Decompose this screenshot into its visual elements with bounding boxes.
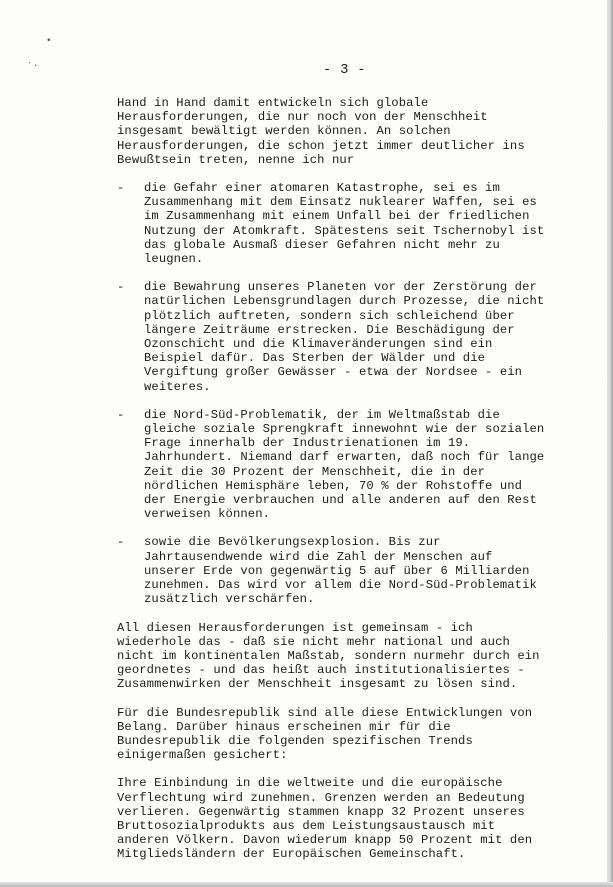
list-item [117, 408, 557, 522]
list-item [117, 535, 557, 606]
scan-speck: · [33, 61, 39, 71]
bullet-dash: - [117, 280, 125, 295]
integration-paragraph: Ihre Einbindung in die weltweite und die europäische Verflechtung wird zunehmen. Grenzen werden an Bedeutung verlieren. Gegenwärtig stammen knapp 32 Prozent unseres Bruttosozialprodukts aus dem Leistungsaustausch mit anderen Völkern. Davon wiederum knapp 50 Prozent mit den Mitgliedsländern der Europäischen Gemeinschaft. [117, 776, 533, 862]
challenge-list [117, 181, 557, 606]
list-item-text: die Bewahrung unseres Planeten vor der Zerstörung der natürlichen Lebensgrundlagen durch Prozesse, die nicht plötzlich auftreten, sondern sich schleichend über längere Zeiträume erstrecken. Die Beschädigung der Ozonschicht und die Klimaveränderungen sind ein Beispiel dafür. Das Sterben der Wälder und die Vergiftung großer Gewässer - etwa der Nordsee - ein weiteres. [144, 280, 545, 394]
scan-speck: • [46, 36, 52, 46]
list-item-text: die Gefahr einer atomaren Katastrophe, sei es im Zusammenhang mit dem Einsatz nuklearer Waffen, sei es im Zusammenhang mit einem Unfall bei der friedlichen Nutzung der Atomkraft. Spätestens seit Tschernobyl ist das globale Ausmaß dieser Gefahren nicht mehr zu leugnen. [144, 181, 545, 267]
scan-edge-bottom [0, 882, 613, 887]
list-item-text: die Nord-Süd-Problematik, der im Weltmaßstab die gleiche soziale Sprengkraft innewohnt wie der sozialen Frage innerhalb der Industrienationen im 19. Jahrhundert. Niemand darf erwarten, daß noch für lange Zeit die 30 Prozent der Menschheit, die in der nördlichen Hemisphäre leben, 70 % der Rohstoffe und der Energie verbrauchen und alle anderen auf den Rest verweisen können. [144, 407, 545, 522]
bullet-dash: - [117, 535, 125, 550]
bullet-dash: - [117, 407, 125, 422]
list-item-text: sowie die Bevölkerungsexplosion. Bis zur Jahrtausendwende wird die Zahl der Menschen auf unserer Erde von gegenwärtig 5 auf über 6 Milliarden zunehmen. Das wird vor allem die Nord-Süd-Problematik zusätzlich verschärfen. [144, 535, 537, 607]
bullet-dash: - [117, 181, 125, 196]
scan-speck: ‧ [28, 59, 31, 69]
common-challenges-paragraph: All diesen Herausforderungen ist gemeinsam - ich wiederhole das - daß sie nicht mehr national und auch nicht im kontinentalen Maßstab, sondern nurmehr durch ein geordnetes - und das heißt auch institutionalisiertes - Zusammenwirken der Menschheit insgesamt zu lösen sind. [117, 620, 540, 692]
trends-paragraph: Für die Bundesrepublik sind alle diese Entwicklungen von Belang. Darüber hinaus erscheinen mir für die Bundesrepublik die folgenden spezifischen Trends einigermaßen gesichert: [117, 705, 533, 763]
list-item [117, 181, 557, 266]
page-number: - 3 - [323, 63, 367, 78]
list-item [117, 280, 557, 394]
scan-edge-right [607, 0, 613, 887]
intro-paragraph: Hand in Hand damit entwickeln sich globale Herausforderungen, die nur noch von der Menschheit insgesamt bewältigt werden können. An solchen Herausforderungen, die schon jetzt immer deutlicher ins Bewußtsein treten, nenne ich nur [117, 96, 525, 167]
document-body [117, 96, 557, 876]
